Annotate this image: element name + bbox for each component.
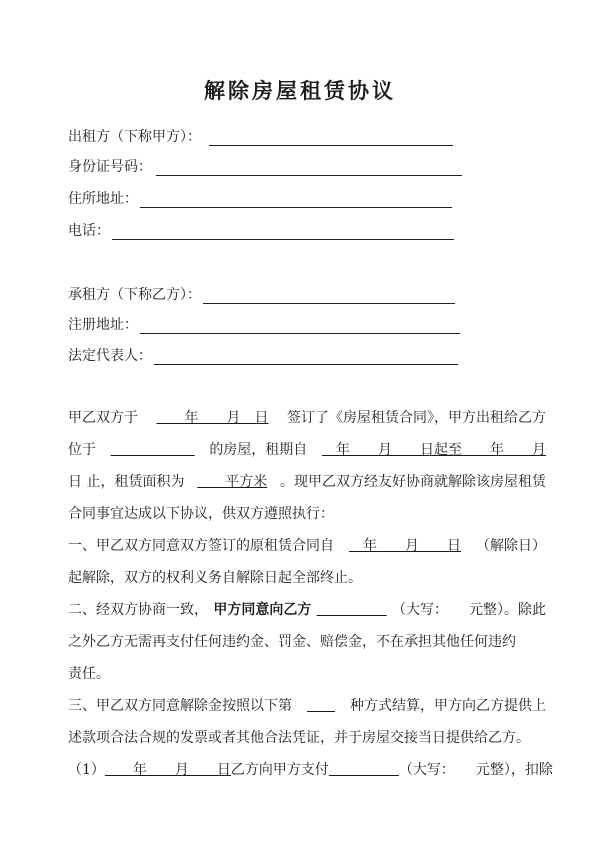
legal-rep-blank[interactable] — [154, 348, 458, 365]
text: （1） — [68, 762, 105, 778]
text: （大写： 元整），扣除 — [398, 762, 553, 778]
id-number-blank[interactable] — [156, 159, 462, 176]
clause-1-line-1 — [68, 530, 546, 562]
clause-2-line-1 — [68, 594, 546, 626]
term-blank[interactable]: 年 月 日起至 年 月 — [321, 442, 546, 458]
text: 位于 — [68, 442, 96, 458]
payment-amount-blank[interactable] — [329, 754, 399, 786]
text: （大写： 元整）。除此 — [391, 602, 546, 618]
payment-date-blank[interactable]: 年 月 日 — [104, 762, 231, 778]
reg-address-blank[interactable] — [140, 317, 460, 334]
body-line-1 — [68, 402, 546, 434]
method-blank[interactable] — [307, 690, 335, 722]
text: 签订了《房屋租赁合同》，甲方出租给乙方 — [287, 410, 546, 426]
phone-blank[interactable] — [112, 223, 454, 240]
clause-3-line-2 — [68, 722, 546, 754]
text: 合同事宜达成以下协议，供双方遵照执行： — [68, 506, 334, 522]
clause-1-line-2 — [68, 562, 546, 594]
body-line-3 — [68, 466, 546, 498]
lessor-field — [68, 126, 453, 146]
body-line-4 — [68, 498, 546, 530]
text: 甲乙双方于 — [68, 410, 138, 426]
legal-rep-label: 法定代表人： — [68, 348, 152, 364]
text: 述款项合法合规的发票或者其他合法凭证，并于房屋交接当日提供给乙方。 — [68, 730, 530, 746]
address-field — [68, 188, 452, 208]
clause-3-line-1 — [68, 690, 546, 722]
lessor-label: 出租方（下称甲方）： — [68, 129, 201, 145]
lessee-field — [68, 284, 455, 304]
text: 的房屋，租期自 — [209, 442, 308, 458]
date-blank[interactable]: 年 月 日 — [156, 410, 269, 426]
text: 三、甲乙双方同意解除金按照以下第 — [68, 698, 292, 714]
text: 二、经双方协商一致， — [68, 602, 208, 618]
text: 起解除，双方的权利义务自解除日起全部终止。 — [68, 570, 362, 586]
text: 责任。 — [68, 666, 110, 682]
lessee-label: 承租方（下称乙方）： — [68, 287, 201, 303]
address-blank[interactable] — [140, 191, 452, 208]
text: 之外乙方无需再支付任何违约金、罚金、赔偿金，不在承担其他任何违约 — [68, 634, 516, 650]
text: （解除日） — [476, 538, 546, 554]
address-label: 住所地址： — [68, 191, 138, 207]
reg-address-field — [68, 314, 460, 334]
reg-address-label: 注册地址： — [68, 317, 138, 333]
text: 一、甲乙双方同意双方签订的原租赁合同自 — [68, 538, 334, 554]
area-blank[interactable]: 平方米 — [197, 474, 268, 490]
lessor-blank[interactable] — [209, 129, 453, 146]
text: 乙方向甲方支付 — [230, 762, 329, 778]
agreement-body — [68, 402, 553, 786]
document-title: 解除房屋租赁协议 — [204, 78, 396, 103]
id-number-label: 身份证号码： — [68, 159, 152, 175]
clause-2-line-3 — [68, 658, 546, 690]
location-blank[interactable] — [111, 434, 195, 466]
text: 种方式结算，甲方向乙方提供上 — [350, 698, 546, 714]
bold-text: 甲方同意向乙方 — [213, 602, 312, 618]
lessee-blank[interactable] — [203, 287, 455, 304]
text: 。现甲乙双方经友好协商就解除该房屋租赁 — [279, 474, 546, 490]
id-number-field — [68, 156, 462, 176]
termination-date-blank[interactable]: 年 月 日 — [349, 538, 461, 554]
clause-3-line-3 — [68, 754, 553, 786]
legal-rep-field — [68, 345, 458, 365]
clause-2-line-2 — [68, 626, 546, 658]
text: 日 止，租赁面积为 — [68, 474, 185, 490]
phone-field — [68, 220, 454, 240]
amount-blank[interactable] — [317, 594, 387, 626]
phone-label: 电话： — [68, 223, 110, 239]
body-line-2 — [68, 434, 546, 466]
